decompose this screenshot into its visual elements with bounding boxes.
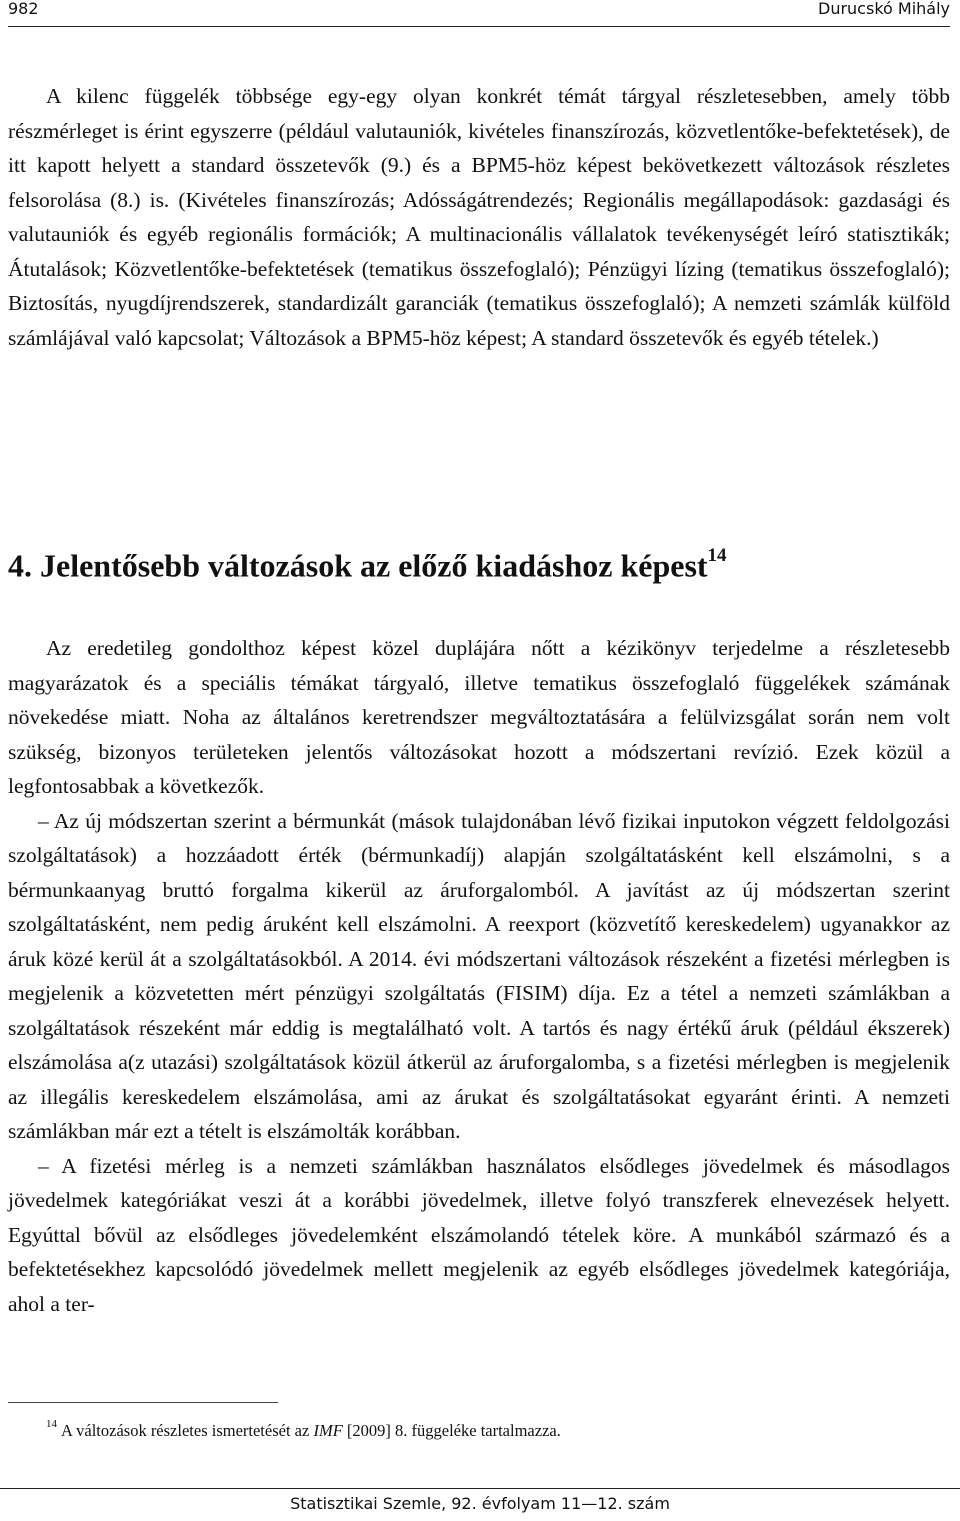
author-name: Durucskó Mihály <box>818 0 950 18</box>
footnote-reference: 14 <box>707 545 727 566</box>
footnote-source: IMF <box>313 1421 343 1440</box>
page-footer <box>0 1488 960 1518</box>
paragraph-changes-intro: Az eredetileg gondolthoz képest közel duplájára nőtt a kézikönyv terjedelme a részletesebb magyarázatok és a speciális témákat tárgyaló, illetve tematikus összefoglaló függelékek számának növekedése miatt. Noha az általános keretrendszer megváltoztatására a felülvizsgálat során nem volt szükség, bizonyos területeken jelentős változásokat hozott a módszertani revízió. Ezek közül a legfontosabbak a következők. <box>8 636 950 798</box>
footnote-separator <box>8 1402 278 1403</box>
section-heading-text: 4. Jelentősebb változások az előző kiadáshoz képest <box>8 547 708 584</box>
bullet-item-income: – A fizetési mérleg is a nemzeti számlákban használatos elsődleges jövedelmek és másodlagos jövedelmek kategóriákat veszi át a korábbi jövedelmek, illetve folyó transzferek elnevezések helyett. Egyúttal bővül az elsődleges jövedelemként elszámolandó tételek köre. A munkából származó és a befektetésekhez kapcsolódó jövedelmek mellett megjelenik az egyéb elsődleges jövedelmek kategóriája, ahol a ter- <box>8 1153 950 1316</box>
bullet-item-processing: – Az új módszertan szerint a bérmunkát (mások tulajdonában lévő fizikai inputokon végzett feldolgozási szolgáltatások) a hozzáadott érték (bérmunkadíj) alapján szolgáltatásként kell elszámolni, s a bérmunkaanyag bruttó forgalma kikerül az áruforgalomból. A javítást az új módszertan szerint szolgáltatásként, nem pedig áruként kell elszámolni. A reexport (közvetítő kereskedelem) ugyanakkor az áruk közé kerül át a szolgáltatásokból. A 2014. évi módszertani változások részeként a fizetési mérlegben is megjelenik a közvetetten mért pénzügyi szolgáltatás (FISIM) díja. Ez a tétel a nemzeti számlákban a szolgáltatások részeként már eddig is megtalálható volt. A tartós és nagy értékű áruk (például ékszerek) elszámolása a(z utazási) szolgáltatások közül átkerül az áruforgalomba, s a fizetési mérlegben is megjelenik az illegális kereskedelem elszámolása, ami az árukat és szolgáltatásokat egyaránt érinti. A nemzeti számlákban már ezt a tételt is elszámolták korábban. <box>8 808 950 1143</box>
footnote <box>46 1417 561 1447</box>
footnote-text-before: A változások részletes ismertetését az <box>61 1421 310 1440</box>
paragraph-appendices: A kilenc függelék többsége egy-egy olyan konkrét témát tárgyal részletesebben, amely több részmérleget is érint egyszerre (például valutauniók, kivételes finanszírozás, közvetlentőke-befektetések), de itt kapott helyett a standard összetevők (9.) és a BPM5-höz képest bekövetkezett változások részletes felsorolása (8.) is. (Kivételes finanszírozás; Adósságátrendezés; Regionális megállapodások: gazdasági és valutauniók és egyéb regionális formációk; A multinacionális vállalatok tevékenységét leíró statisztikák; Átutalások; Közvetlentőke-befektetések (tematikus összefoglaló); Pénzügyi lízing (tematikus összefoglaló); Biztosítás, nyugdíjrendszerek, standardizált garanciák (tematikus összefoglaló); A nemzeti számlák külföld számlájával való kapcsolat; Változások a BPM5-höz képest; A standard összetevők és egyéb tételek.) <box>8 84 950 350</box>
section-heading <box>8 538 727 588</box>
footnote-number: 14 <box>46 1418 57 1430</box>
section-body <box>8 631 950 1321</box>
journal-citation: Statisztikai Szemle, 92. évfolyam 11—12. szám <box>290 1494 670 1513</box>
intro-paragraph-block <box>8 79 950 355</box>
page-header <box>8 0 950 27</box>
page-number: 982 <box>8 0 39 18</box>
footnote-text-after: [2009] 8. függeléke tartalmazza. <box>346 1421 561 1440</box>
